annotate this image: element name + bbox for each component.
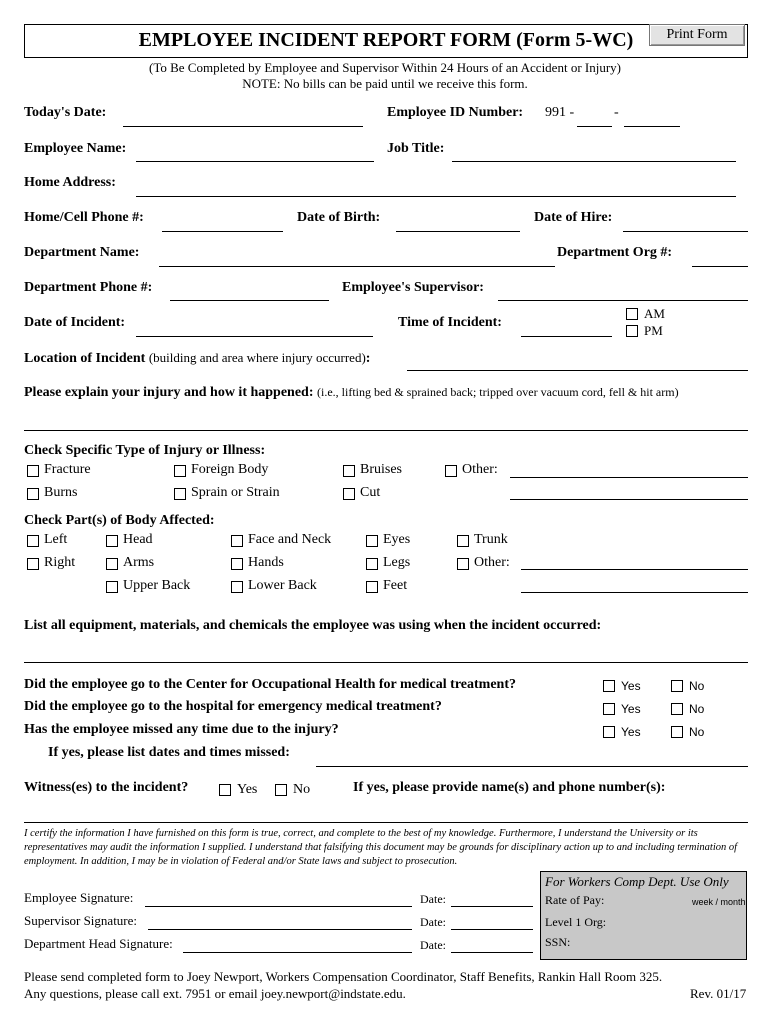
supervisor-label: Employee's Supervisor: <box>342 280 484 295</box>
q2-yes-checkbox[interactable] <box>603 703 615 715</box>
supervisor-signature-field[interactable] <box>148 929 412 930</box>
sprain-checkbox[interactable] <box>174 488 186 500</box>
trunk-label: Trunk <box>474 532 508 547</box>
cut-checkbox[interactable] <box>343 488 355 500</box>
employee-id-part1-field[interactable] <box>577 126 612 127</box>
body-other-label: Other: <box>474 555 510 570</box>
location-label-bold: Location of Incident <box>24 351 146 366</box>
todays-date-field[interactable] <box>123 126 363 127</box>
supervisor-signature-label: Supervisor Signature: <box>24 913 138 928</box>
equipment-field[interactable] <box>24 662 748 663</box>
witness-no-checkbox[interactable] <box>275 784 287 796</box>
arms-checkbox[interactable] <box>106 558 118 570</box>
right-checkbox[interactable] <box>27 558 39 570</box>
burns-checkbox[interactable] <box>27 488 39 500</box>
feet-checkbox[interactable] <box>366 581 378 593</box>
phone-field[interactable] <box>162 231 283 232</box>
title-box <box>24 24 748 58</box>
home-address-field[interactable] <box>136 196 736 197</box>
question-missed-time: Has the employee missed any time due to the injury? <box>24 722 339 737</box>
injury-other-label: Other: <box>462 462 498 477</box>
revision-label: Rev. 01/17 <box>690 986 747 1001</box>
hands-label: Hands <box>248 555 284 570</box>
certification-divider <box>24 822 748 823</box>
employee-name-field[interactable] <box>136 161 374 162</box>
form-title: EMPLOYEE INCIDENT REPORT FORM (Form 5-WC) <box>138 29 634 51</box>
incident-date-label: Date of Incident: <box>24 315 126 330</box>
foreign-body-checkbox[interactable] <box>174 465 186 477</box>
department-org-field[interactable] <box>692 266 748 267</box>
department-name-label: Department Name: <box>24 245 140 260</box>
feet-label: Feet <box>383 578 408 593</box>
wc-title: For Workers Comp Dept. Use Only <box>545 874 729 889</box>
home-address-label: Home Address: <box>24 175 116 190</box>
phone-label: Home/Cell Phone #: <box>24 210 144 225</box>
location-label-colon: : <box>365 351 371 366</box>
fracture-checkbox[interactable] <box>27 465 39 477</box>
employee-name-label: Employee Name: <box>24 141 127 156</box>
witness-yes-label: Yes <box>237 782 258 797</box>
explain-label <box>24 385 679 401</box>
dept-head-date-field[interactable] <box>451 952 533 953</box>
location-field[interactable] <box>407 370 748 371</box>
employee-signature-label: Employee Signature: <box>24 890 134 905</box>
missed-dates-field[interactable] <box>316 766 748 767</box>
dept-head-signature-field[interactable] <box>183 952 412 953</box>
job-title-field[interactable] <box>452 161 736 162</box>
body-other-field-2[interactable] <box>521 592 748 593</box>
lower-back-checkbox[interactable] <box>231 581 243 593</box>
upper-back-checkbox[interactable] <box>106 581 118 593</box>
sprain-label: Sprain or Strain <box>191 485 280 500</box>
location-label <box>24 350 370 367</box>
incident-time-label: Time of Incident: <box>398 315 502 330</box>
q2-no-label: No <box>689 702 705 716</box>
injury-type-heading: Check Specific Type of Injury or Illness: <box>24 443 266 458</box>
q1-no-checkbox[interactable] <box>671 680 683 692</box>
dob-label: Date of Birth: <box>297 210 381 225</box>
foreign-body-label: Foreign Body <box>191 462 269 477</box>
department-phone-label: Department Phone #: <box>24 280 153 295</box>
q3-no-checkbox[interactable] <box>671 726 683 738</box>
wc-level-label: Level 1 Org: <box>545 915 607 929</box>
injury-other-field-1[interactable] <box>510 477 748 478</box>
employee-signature-field[interactable] <box>145 906 412 907</box>
q1-no-label: No <box>689 679 705 693</box>
q2-yes-label: Yes <box>621 702 641 716</box>
print-form-button[interactable]: Print Form <box>649 24 745 46</box>
body-part-heading: Check Part(s) of Body Affected: <box>24 513 215 528</box>
incident-date-field[interactable] <box>136 336 373 337</box>
am-label: AM <box>644 306 665 321</box>
witness-label: Witness(es) to the incident? <box>24 780 189 795</box>
hands-checkbox[interactable] <box>231 558 243 570</box>
subtitle-instructions: (To Be Completed by Employee and Supervisor Within 24 Hours of an Accident or Injury) <box>148 60 621 75</box>
employee-date-field[interactable] <box>451 906 533 907</box>
employee-id-prefix: 991 - <box>545 105 575 120</box>
certification-text: I certify the information I have furnished on this form is true, correct, and complete to the best of my knowledge. Furthermore, I understand the University or its representatives may audit the information I supplied. I understand that falsifying this document may be grounds for disciplinary action up to and including termination of employment. In addition, I may be in violation of Federal and/or State laws and subject to prosecution. <box>24 828 738 867</box>
eyes-checkbox[interactable] <box>366 535 378 547</box>
supervisor-date-label: Date: <box>420 915 446 929</box>
q3-yes-label: Yes <box>621 725 641 739</box>
dept-head-date-label: Date: <box>420 938 446 952</box>
explain-field[interactable] <box>24 430 748 431</box>
wc-rate-unit: week / month <box>692 897 746 907</box>
incident-time-field[interactable] <box>521 336 612 337</box>
am-checkbox[interactable] <box>626 308 638 320</box>
injury-other-checkbox[interactable] <box>445 465 457 477</box>
workers-comp-box <box>540 871 747 960</box>
hire-date-field[interactable] <box>623 231 748 232</box>
employee-id-part2-field[interactable] <box>624 126 680 127</box>
question-occupational-health: Did the employee go to the Center for Occupational Health for medical treatment? <box>24 677 516 692</box>
upper-back-label: Upper Back <box>123 578 191 593</box>
dob-field[interactable] <box>396 231 520 232</box>
fracture-label: Fracture <box>44 462 91 477</box>
footer-contact-text: Any questions, please call ext. 7951 or email joey.newport@indstate.edu. <box>24 986 406 1001</box>
bruises-label: Bruises <box>360 462 402 477</box>
q1-yes-checkbox[interactable] <box>603 680 615 692</box>
bruises-checkbox[interactable] <box>343 465 355 477</box>
pm-checkbox[interactable] <box>626 325 638 337</box>
supervisor-date-field[interactable] <box>451 929 533 930</box>
employee-id-label: Employee ID Number: <box>387 105 524 120</box>
body-other-field-1[interactable] <box>521 569 748 570</box>
head-checkbox[interactable] <box>106 535 118 547</box>
supervisor-field[interactable] <box>498 300 748 301</box>
lower-back-label: Lower Back <box>248 578 317 593</box>
wc-ssn-label: SSN: <box>545 935 571 949</box>
missed-dates-label: If yes, please list dates and times missed: <box>48 745 290 760</box>
q1-yes-label: Yes <box>621 679 641 693</box>
dept-head-signature-label: Department Head Signature: <box>24 936 173 951</box>
subtitle-note: NOTE: No bills can be paid until we receive this form. <box>242 76 528 91</box>
explain-label-note: (i.e., lifting bed & sprained back; tripped over vacuum cord, fell & hit arm) <box>317 385 679 399</box>
todays-date-label: Today's Date: <box>24 105 107 120</box>
face-neck-label: Face and Neck <box>248 532 332 547</box>
injury-other-field-2[interactable] <box>510 499 748 500</box>
employee-date-label: Date: <box>420 892 446 906</box>
explain-label-bold: Please explain your injury and how it happened: <box>24 385 314 400</box>
q3-yes-checkbox[interactable] <box>603 726 615 738</box>
legs-checkbox[interactable] <box>366 558 378 570</box>
q2-no-checkbox[interactable] <box>671 703 683 715</box>
right-label: Right <box>44 555 76 570</box>
witness-no-label: No <box>293 782 311 797</box>
left-checkbox[interactable] <box>27 535 39 547</box>
job-title-label: Job Title: <box>387 141 445 156</box>
head-label: Head <box>123 532 153 547</box>
witness-followup-label: If yes, please provide name(s) and phone number(s): <box>353 780 666 795</box>
equipment-label: List all equipment, materials, and chemicals the employee was using when the incident occurred: <box>24 618 602 633</box>
legs-label: Legs <box>383 555 411 570</box>
department-name-field[interactable] <box>159 266 555 267</box>
department-phone-field[interactable] <box>170 300 329 301</box>
arms-label: Arms <box>123 555 155 570</box>
left-label: Left <box>44 532 68 547</box>
department-org-label: Department Org #: <box>557 245 673 260</box>
face-neck-checkbox[interactable] <box>231 535 243 547</box>
footer-send-text: Please send completed form to Joey Newport, Workers Compensation Coordinator, Staff Benefits, Rankin Hall Room 325. <box>24 969 663 984</box>
hire-date-label: Date of Hire: <box>534 210 613 225</box>
trunk-checkbox[interactable] <box>457 535 469 547</box>
burns-label: Burns <box>44 485 78 500</box>
pm-label: PM <box>644 323 663 338</box>
question-hospital: Did the employee go to the hospital for emergency medical treatment? <box>24 699 442 714</box>
eyes-label: Eyes <box>383 532 411 547</box>
wc-rate-label: Rate of Pay: <box>545 893 605 907</box>
witness-yes-checkbox[interactable] <box>219 784 231 796</box>
employee-id-separator: - <box>614 105 619 120</box>
q3-no-label: No <box>689 725 705 739</box>
body-other-checkbox[interactable] <box>457 558 469 570</box>
location-label-note: (building and area where injury occurred) <box>148 350 366 365</box>
cut-label: Cut <box>360 485 381 500</box>
